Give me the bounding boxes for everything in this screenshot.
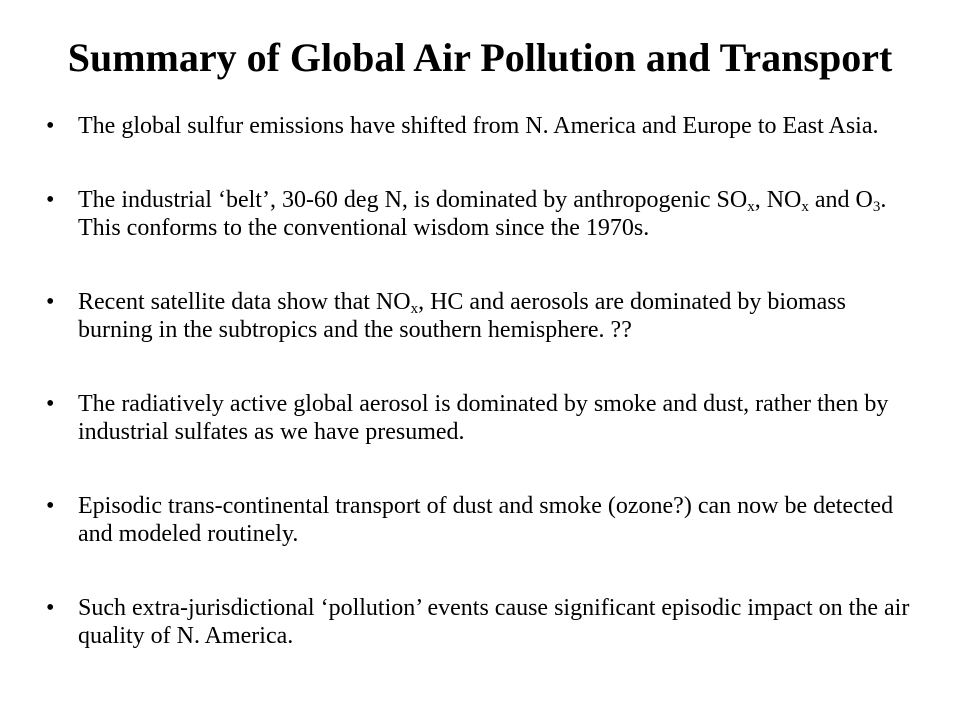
bullet-text-run: , NO [754, 187, 802, 213]
bullet-item [46, 112, 916, 140]
bullet-text-run: Episodic trans-continental transport of dust and smoke (ozone?) can now be detected and modeled routinely. [78, 493, 894, 547]
bullet-text [78, 113, 878, 139]
subscript: 3 [872, 199, 881, 215]
bullet-text-run: The industrial ‘belt’, 30-60 deg N, is dominated by anthropogenic SO [78, 187, 748, 213]
bullet-list [46, 112, 916, 650]
bullet-text-run: . This conforms to the conventional wisdom since the 1970s. [78, 187, 887, 241]
bullet-item [46, 492, 916, 548]
bullet-item [46, 186, 916, 242]
bullet-text [78, 493, 893, 547]
subscript: x [801, 199, 809, 215]
bullet-text-run: Recent satellite data show that NO [78, 289, 411, 315]
bullet-text-run: The radiatively active global aerosol is dominated by smoke and dust, rather then by industrial sulfates as we have presumed. [78, 391, 889, 445]
bullet-text [78, 595, 909, 649]
bullet-marker: • [46, 391, 55, 417]
bullet-text-run: The global sulfur emissions have shifted from N. America and Europe to East Asia. [78, 113, 879, 139]
subscript: x [410, 301, 419, 317]
bullet-marker: • [46, 187, 55, 213]
slide-title: Summary of Global Air Pollution and Transport [67, 35, 893, 80]
bullet-text [78, 289, 846, 343]
bullet-text [78, 187, 886, 241]
bullet-text [78, 391, 888, 445]
bullet-marker: • [46, 289, 55, 315]
subscript: x [747, 199, 755, 215]
bullet-marker: • [46, 113, 55, 139]
bullet-text-run: and O [808, 187, 873, 213]
bullet-item [46, 594, 916, 650]
bullet-item [46, 288, 916, 344]
bullet-marker: • [46, 595, 55, 621]
bullet-text-run: , HC and aerosols are dominated by biomass burning in the subtropics and the southern hemisphere. ?? [78, 289, 846, 343]
bullet-item [46, 390, 916, 446]
bullet-text-run: Such extra-jurisdictional ‘pollution’ events cause significant episodic impact on the air quality of N. America. [78, 595, 910, 649]
bullet-marker: • [46, 493, 55, 519]
